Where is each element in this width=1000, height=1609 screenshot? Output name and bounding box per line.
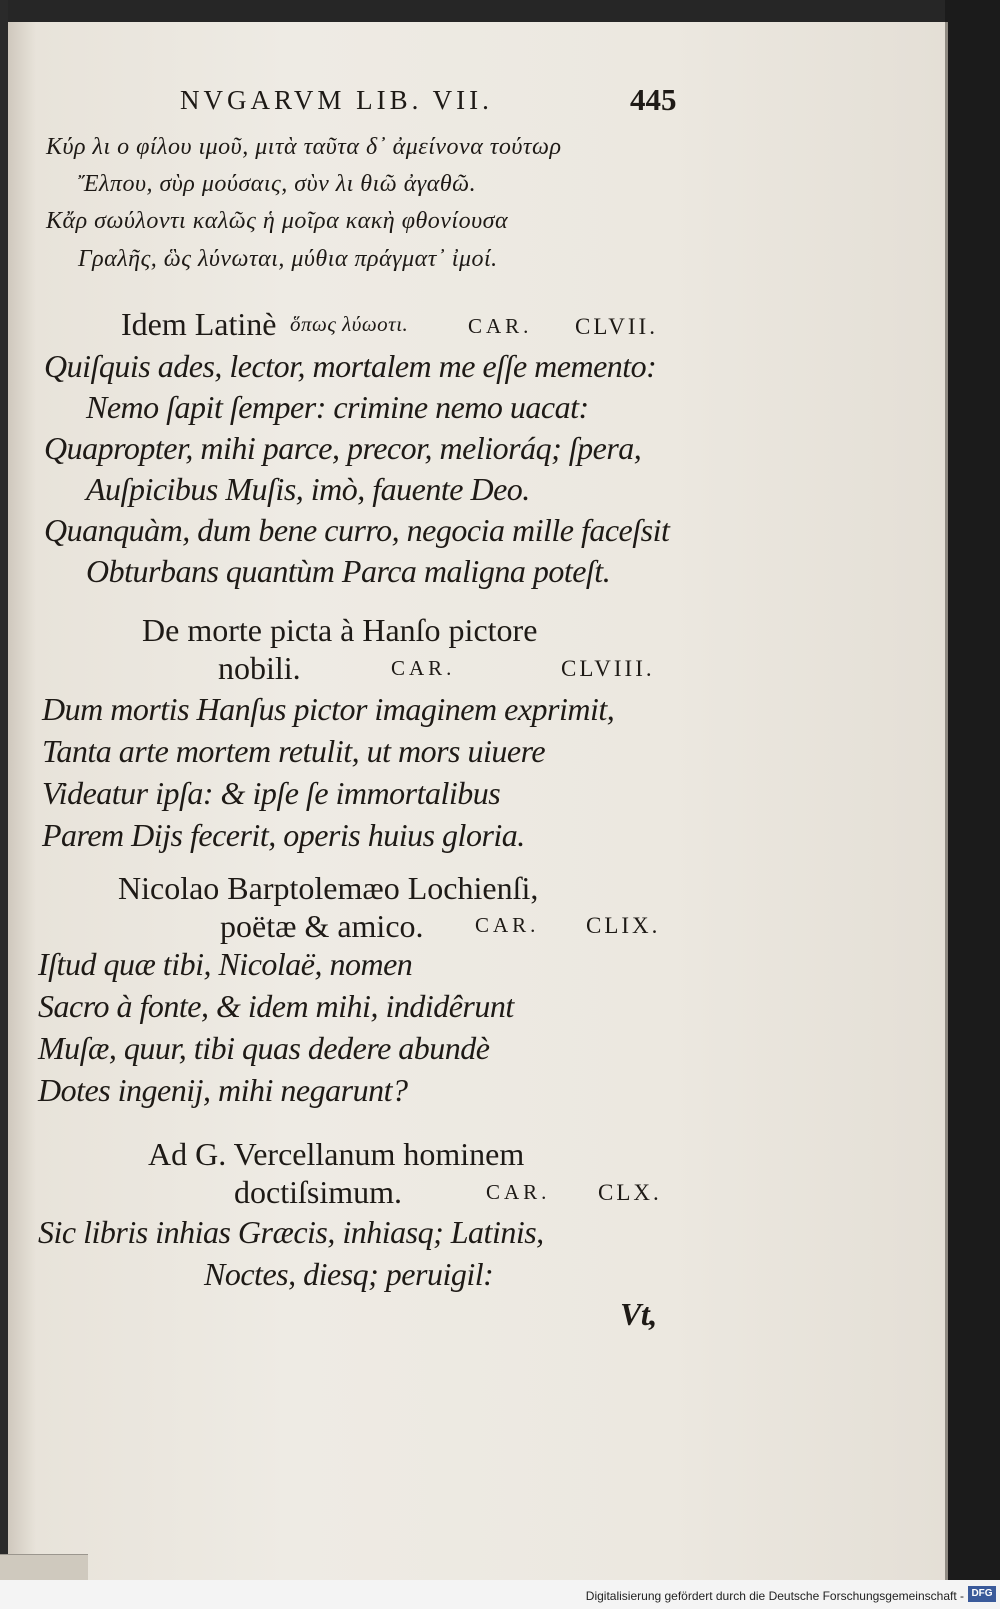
book-page (8, 22, 948, 1589)
verse-line: Dum mortis Hanſus pictor imaginem exprimit, (42, 691, 615, 727)
poem-title: nobili. (218, 650, 301, 686)
page-number: 445 (630, 82, 677, 117)
scan-left-edge (0, 0, 8, 1609)
car-label: CAR. (475, 913, 540, 937)
greek-line-3: Κἄρ σωύλοντι καλῶς ἡ μοῖρα κακὴ φθονίουσα (46, 208, 509, 234)
verse-line: Tanta arte mortem retulit, ut mors uiuere (42, 733, 546, 769)
verse-line: Parem Dijs fecerit, operis huius gloria. (42, 817, 525, 853)
verse-line: Sacro à fonte, & idem mihi, indidêrunt (38, 988, 514, 1024)
footer-credit: Digitalisierung gefördert durch die Deutsche Forschungsgemeinschaft - (585, 1589, 964, 1603)
verse-line: Dotes ingenij, mihi negarunt? (38, 1072, 408, 1108)
greek-line-2: Ἔλπου, σὺρ μούσαις, σὺν λι θιῶ ἀγαθῶ. (78, 171, 477, 197)
poem-title: Ad G. Vercellanum hominem (148, 1136, 525, 1172)
poem-title: Nicolao Barptolemæo Lochienſi, (118, 870, 539, 906)
verse-line: Quanquàm, dum bene curro, negocia mille faceſsit (44, 512, 670, 548)
poem-number: CLIX. (586, 913, 661, 938)
poem-title: Idem Latinè (121, 306, 277, 342)
verse-line: Noctes, diesq; peruigil: (204, 1256, 494, 1292)
dfg-logo: DFG (968, 1586, 996, 1602)
verse-line: Obturbans quantùm Parca maligna poteſt. (86, 553, 611, 589)
car-label: CAR. (391, 656, 456, 680)
verse-line: Quapropter, mihi parce, precor, melioráq; ſpera, (44, 430, 642, 466)
poem-title: poëtæ & amico. (220, 908, 424, 944)
car-label: CAR. (468, 314, 533, 338)
poem-title: De morte picta à Hanſo pictore (142, 612, 538, 648)
verse-line: Nemo ſapit ſemper: crimine nemo uacat: (86, 389, 589, 425)
poem-number: CLVII. (575, 314, 658, 339)
poem-number: CLVIII. (561, 656, 655, 681)
verse-line: Videatur ipſa: & ipſe ſe immortalibus (42, 775, 501, 811)
car-label: CAR. (486, 1180, 551, 1204)
verse-line: Sic libris inhias Græcis, inhiasq; Latinis, (38, 1214, 544, 1250)
poem-title-greek: ὅπως λύωοτι. (290, 312, 409, 336)
verse-line: Auſpicibus Muſis, imò, fauente Deo. (86, 471, 530, 507)
verse-line: Quiſquis ades, lector, mortalem me eſſe memento: (44, 348, 657, 384)
poem-title: doctiſsimum. (234, 1174, 402, 1210)
catchword: Vt, (620, 1296, 657, 1332)
running-title: NVGARVM LIB. VII. (180, 85, 493, 115)
greek-line-4: Γραλῆς, ὣς λύνωται, μύθια πράγματ᾽ ἰμοί. (78, 246, 498, 272)
scan-top-edge (8, 0, 945, 22)
scan-corner-card (0, 1554, 88, 1583)
verse-line: Iſtud quæ tibi, Nicolaë, nomen (38, 946, 413, 982)
poem-number: CLX. (598, 1180, 662, 1205)
verse-line: Muſæ, quur, tibi quas dedere abundè (38, 1030, 490, 1066)
greek-line-1: Κύρ λι ο φίλου ιμοῦ, μιτὰ ταῦτα δ᾽ ἀμείνονα τούτωρ (46, 134, 562, 160)
